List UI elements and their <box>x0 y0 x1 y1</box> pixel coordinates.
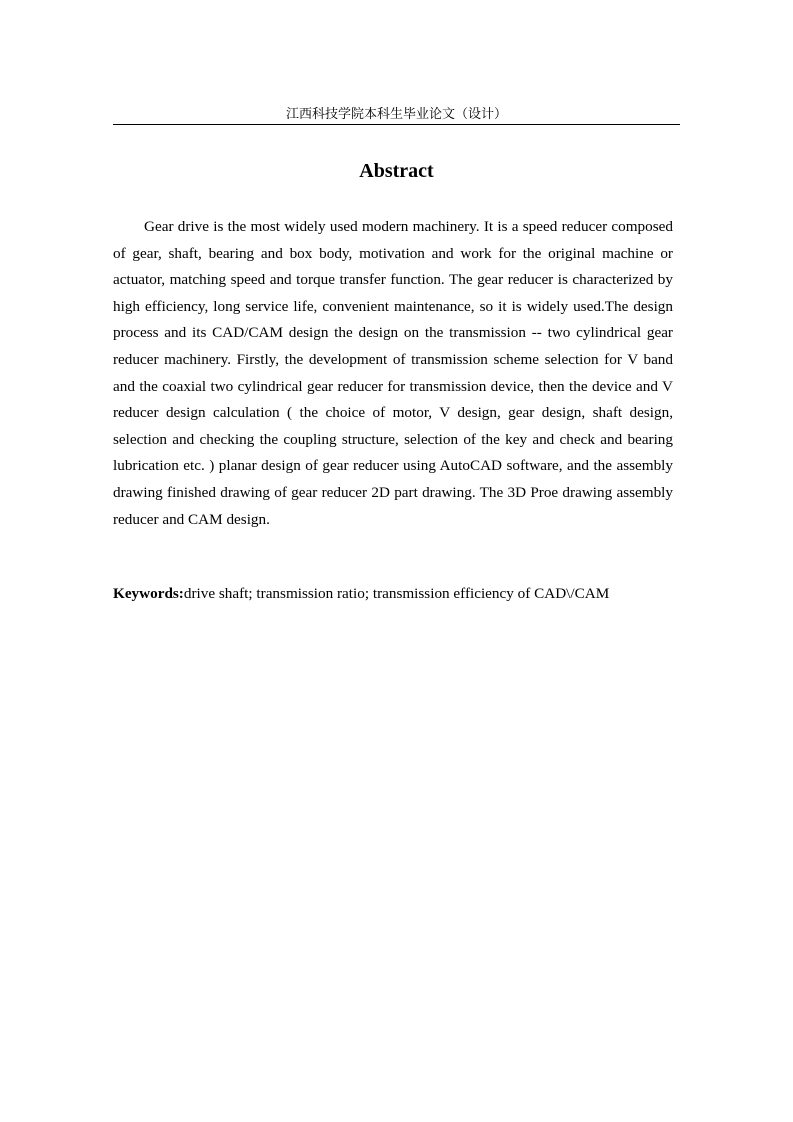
page-header: 江西科技学院本科生毕业论文（设计） <box>285 107 507 122</box>
header-divider <box>113 124 680 125</box>
abstract-paragraph: Gear drive is the most widely used modern machinery. It is a speed reducer composed of gear, shaft, bearing and box body, motivation and work for the original machine or actuator, matching speed and torque transfer function. The gear reducer is characterized by high efficiency, long service life, convenient maintenance, so it is widely used.The design process and its CAD/CAM design the design on the transmission -- two cylindrical gear reducer machinery. Firstly, the development of transmission scheme selection for V band and the coaxial two cylindrical gear reducer for transmission device, then the device and V reducer design calculation ( the choice of motor, V design, gear design, shaft design, selection and checking the coupling structure, selection of the key and check and bearing lubrication etc. ) planar design of gear reducer using AutoCAD software, and the assembly drawing finished drawing of gear reducer 2D part drawing. The 3D Proe drawing assembly reducer and CAM design. <box>113 218 673 528</box>
keywords-value: drive shaft; transmission ratio; transmission efficiency of CAD\/CAM <box>183 585 610 602</box>
page-title: Abstract <box>359 160 434 182</box>
keywords-label: Keywords: <box>113 585 184 602</box>
keywords-line <box>113 583 680 605</box>
